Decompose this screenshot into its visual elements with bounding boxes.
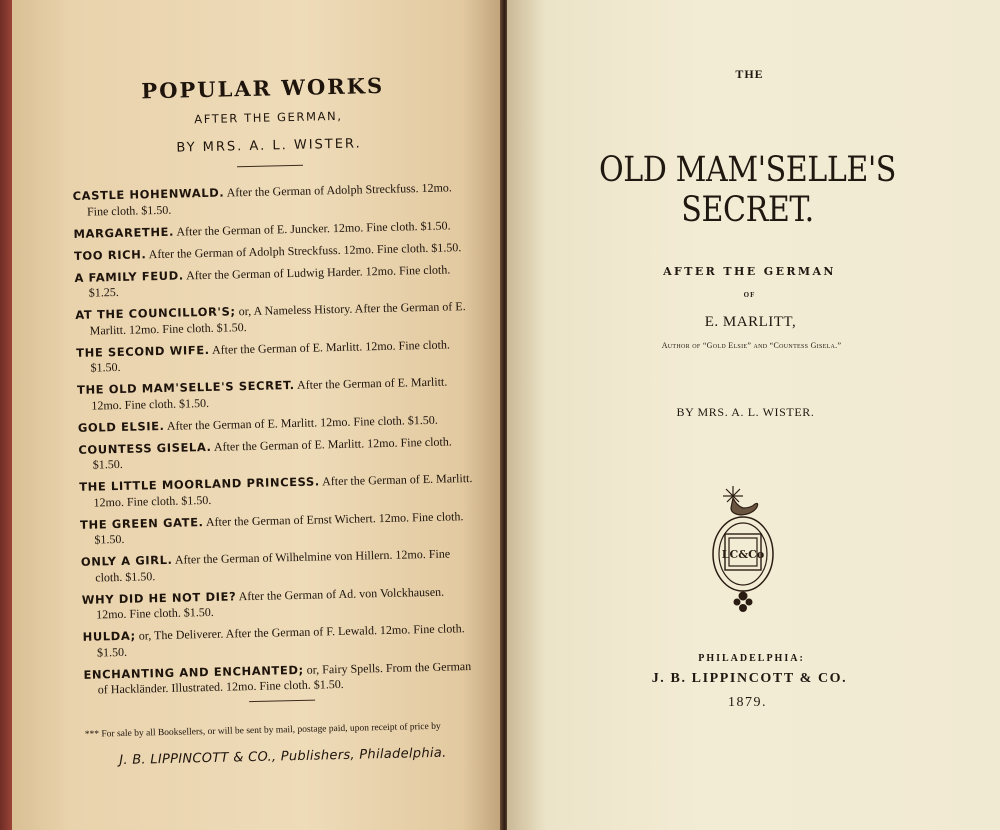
emblem-monogram: LC&Co xyxy=(721,548,765,561)
work-entry xyxy=(72,180,468,220)
work-title: THE OLD MAM'SELLE'S SECRET. xyxy=(76,377,295,397)
work-details: After the German of Adolph Streckfuss. 12mo. Fine cloth. $1.50. xyxy=(86,180,453,219)
work-details: After the German of E. Marlitt. 12mo. Fine cloth. $1.50. xyxy=(90,336,451,375)
work-entry xyxy=(76,336,472,376)
right-page-title-page xyxy=(507,0,1000,830)
after-the-german-subheading: AFTER THE GERMAN, xyxy=(194,108,343,127)
work-details: or, A Nameless History. After the German of E. Marlitt. 12mo. Fine cloth. $1.50. xyxy=(89,299,466,338)
publisher-name: J. B. LIPPINCOTT & CO. xyxy=(651,671,848,686)
work-title: TOO RICH. xyxy=(73,246,147,263)
of-line: OF xyxy=(743,291,756,299)
work-details: After the German of Ad. von Volckhausen. 12mo. Fine cloth. $1.50. xyxy=(95,584,445,622)
work-title: WHY DID HE NOT DIE? xyxy=(81,588,237,607)
popular-works-heading: POPULAR WORKS xyxy=(141,72,385,104)
work-entry xyxy=(79,471,475,511)
work-entry xyxy=(74,239,469,263)
work-entry xyxy=(83,658,479,698)
work-details: or, The Deliverer. After the German of F. Lewald. 12mo. Fine cloth. $1.50. xyxy=(96,621,465,660)
work-title: THE GREEN GATE. xyxy=(79,514,204,532)
work-entry xyxy=(73,218,468,242)
publisher-emblem-icon xyxy=(711,484,787,623)
work-details: After the German of E. Juncker. 12mo. Fine cloth. $1.50. xyxy=(176,217,451,239)
work-details: After the German of E. Marlitt. 12mo. Fine cloth. $1.50. xyxy=(92,433,452,472)
work-details: After the German of Ludwig Harder. 12mo. Fine cloth. $1.25. xyxy=(88,261,451,300)
work-details: After the German of Ernst Wichert. 12mo. Fine cloth. $1.50. xyxy=(94,508,464,547)
divider-rule xyxy=(249,700,315,702)
sale-note: *** For sale by all Booksellers, or will be sent by mail, postage paid, upon receipt of price by xyxy=(84,721,441,740)
publisher-city: PHILADELPHIA: xyxy=(698,653,805,664)
popular-works-list-block xyxy=(70,71,481,769)
author-other-works: Author of “Gold Elsie” and “Countess Gisela.” xyxy=(661,341,842,350)
work-details: After the German of E. Marlitt. 12mo. Fine cloth. $1.50. xyxy=(93,470,473,510)
work-title: GOLD ELSIE. xyxy=(77,418,165,435)
work-title: CASTLE HOHENWALD. xyxy=(72,185,225,203)
work-title: MARGARETHE. xyxy=(73,224,175,241)
work-details: After the German of Wilhelmine von Hillern. 12mo. Fine cloth. $1.50. xyxy=(95,546,451,585)
cover-edge xyxy=(0,0,12,830)
work-title: COUNTESS GISELA. xyxy=(78,439,212,457)
work-entry xyxy=(82,621,478,661)
work-title: ENCHANTING AND ENCHANTED; xyxy=(83,662,304,682)
work-title: THE SECOND WIFE. xyxy=(76,342,210,360)
work-title: AT THE COUNCILLOR'S; xyxy=(75,304,236,322)
work-entry xyxy=(78,433,474,473)
work-details: After the German of E. Marlitt. 12mo. Fine cloth. $1.50. xyxy=(91,374,448,413)
author-name: E. MARLITT, xyxy=(704,314,797,330)
work-title: HULDA; xyxy=(82,628,136,644)
translator-line: BY MRS. A. L. WISTER. xyxy=(676,405,815,419)
work-entry xyxy=(75,299,471,339)
wister-byline: BY MRS. A. L. WISTER. xyxy=(176,136,362,156)
work-title: ONLY A GIRL. xyxy=(80,552,173,569)
work-entry xyxy=(82,583,478,623)
work-entry xyxy=(78,411,473,435)
divider-rule xyxy=(236,165,302,167)
work-details: or, Fairy Spells. From the German of Hackländer. Illustrated. 12mo. Fine cloth. $1.50. xyxy=(97,658,472,697)
left-page-advertisement xyxy=(12,0,502,830)
publisher-imprint: J. B. LIPPINCOTT & CO., Publishers, Philadelphia. xyxy=(119,745,447,769)
work-entry xyxy=(80,508,476,548)
book-title: OLD MAM'SELLE'S SECRET. xyxy=(598,150,896,230)
work-entry xyxy=(77,374,473,414)
works-list xyxy=(72,180,478,698)
work-details: After the German of Adolph Streckfuss. 12mo. Fine cloth. $1.50. xyxy=(148,239,462,261)
work-title: A FAMILY FEUD. xyxy=(74,267,184,285)
work-entry xyxy=(74,261,470,301)
work-title: THE LITTLE MOORLAND PRINCESS. xyxy=(79,474,320,494)
publication-year: 1879. xyxy=(728,695,767,710)
work-entry xyxy=(81,546,477,586)
after-the-german-line: AFTER THE GERMAN xyxy=(663,265,836,278)
title-article: THE xyxy=(735,67,764,81)
work-details: After the German of E. Marlitt. 12mo. Fine cloth. $1.50. xyxy=(166,412,438,433)
